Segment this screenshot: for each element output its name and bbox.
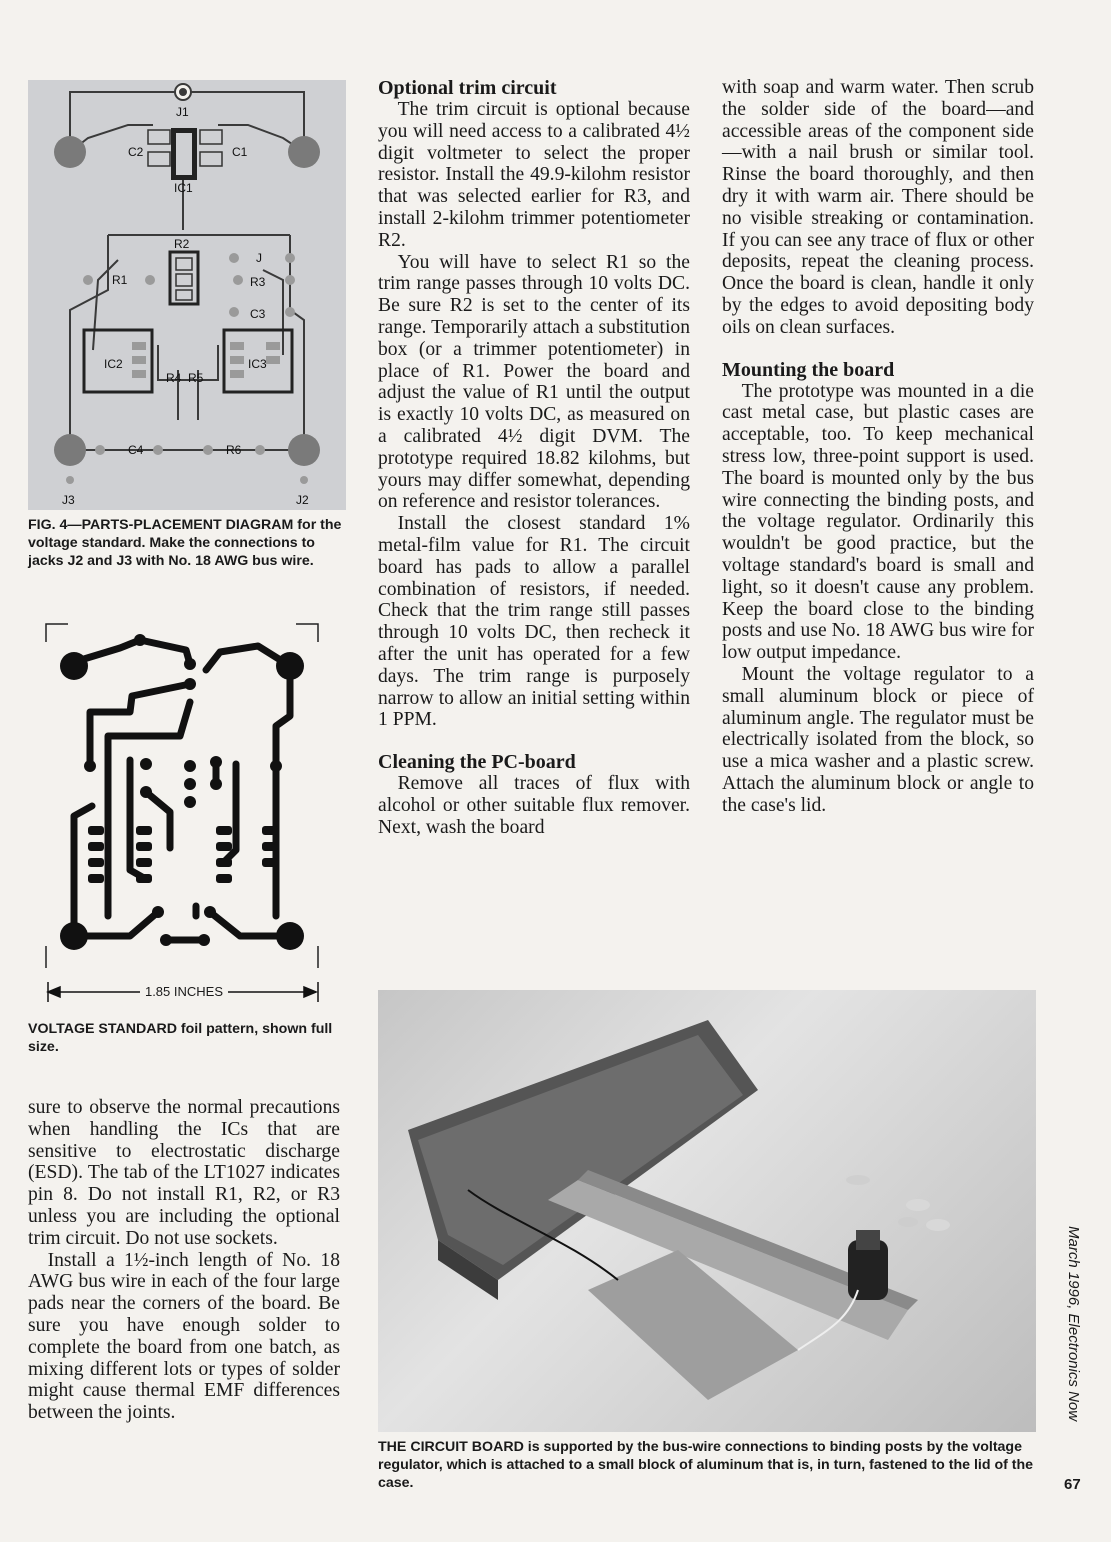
col3-paragraph-3: Mount the voltage regulator to a small aluminum block or piece of aluminum angle. The regulator must be electrically isolated from the block, so use a mica washer and a plastic screw. Attach the aluminum block or angle to the case's lid. bbox=[722, 663, 1034, 816]
col2-paragraph-3: Install the closest standard 1% metal-film value for R1. The circuit board has pads to allow a parallel combination of resistors, if needed. Check that the trim range still passes through 10 volts DC, then recheck it after the unit has operated for a few days. The trim range is purposely narrow to allow an initial setting within 1 PPM. bbox=[378, 513, 690, 731]
label-ic3: IC3 bbox=[248, 357, 267, 371]
col2-paragraph-4: Remove all traces of flux with alcohol or other suitable flux remover. Next, wash the board bbox=[378, 773, 690, 838]
col2-paragraph-1: The trim circuit is optional because you will need access to a calibrated 4½ digit voltmeter to select the proper resistor. Install the 49.9-kilohm resistor that was selected earlier for R3, and install 2-kilohm trimmer potentiometer R2. bbox=[378, 99, 690, 251]
foil-pattern-figure bbox=[40, 616, 336, 1008]
screw bbox=[906, 1199, 930, 1211]
col1-paragraph-1: sure to observe the normal precautions when handling the ICs that are sensitive to electrostatic discharge (ESD). The tab of the LT1027 indicates pin 8. Do not install R1, R2, or R3 unless you are including the optional trim circuit. Do not use sockets. bbox=[28, 1097, 340, 1249]
label-j1: J1 bbox=[176, 105, 189, 119]
heading-optional-trim-circuit: Optional trim circuit bbox=[378, 77, 557, 99]
photo-caption bbox=[378, 1438, 1040, 1492]
col2-paragraph-2: You will have to select R1 so the trim range passes through 10 volts DC. Be sure R2 is set to the center of its range. Temporarily attach a substitution box (or a trimmer potentiometer) in place of R1. Power the board and adjust the value of R1 until the output is exactly 10 volts DC, as measured on a calibrated 4½ digit DVM. The prototype required 18.82 kilohms, but yours may differ somewhat, depending on reference and resistor tolerances. bbox=[378, 251, 690, 513]
page-number: 67 bbox=[1064, 1476, 1081, 1493]
column-3 bbox=[722, 77, 1034, 817]
r2-body bbox=[170, 252, 198, 304]
screw bbox=[926, 1219, 950, 1231]
figure4-caption-lead: FIG. 4—PARTS-PLACEMENT DIAGRAM bbox=[28, 517, 294, 533]
col3-paragraph-2: The prototype was mounted in a die cast metal case, but plastic cases are acceptable, too. To keep mechanical stress low, three-point support is used. The board is mounted only by the bus wire connecting the binding posts, and the voltage regulator. Ordinarily this wouldn't be good practice, but the voltage standard's board is small and light, so it doesn't cause any problem. Keep the board close to the binding posts and use No. 18 AWG bus wire for low output impedance. bbox=[722, 380, 1034, 664]
label-r2: R2 bbox=[174, 237, 190, 251]
column-1 bbox=[28, 1097, 340, 1424]
label-ic1: IC1 bbox=[174, 181, 193, 195]
label-j3: J3 bbox=[62, 493, 75, 507]
parts-placement-figure bbox=[28, 80, 346, 510]
label-c4: C4 bbox=[128, 443, 144, 457]
label-r3: R3 bbox=[250, 275, 266, 289]
label-ic2: IC2 bbox=[104, 357, 123, 371]
heading-mounting-the-board: Mounting the board bbox=[722, 358, 895, 381]
label-r5: R5 bbox=[188, 371, 204, 385]
foil-caption bbox=[28, 1020, 346, 1056]
screw bbox=[898, 1217, 918, 1227]
photo-caption-rest: is supported by the bus-wire connections to binding posts by the voltage regulator, which is attached to a small block of aluminum that is, in turn, fastened to the lid of the case. bbox=[378, 1439, 1034, 1491]
circuit-board-photo bbox=[378, 990, 1036, 1432]
foil-pattern-drawing bbox=[40, 616, 336, 1008]
dimension-label: 1.85 INCHES bbox=[144, 984, 224, 999]
parts-placement-diagram bbox=[28, 80, 346, 510]
label-r4: R4 bbox=[166, 371, 182, 385]
label-r6: R6 bbox=[226, 443, 242, 457]
label-c2: C2 bbox=[128, 145, 144, 159]
label-c1: C1 bbox=[232, 145, 248, 159]
foil-caption-rest: shown full size. bbox=[28, 1021, 333, 1055]
label-r1: R1 bbox=[112, 273, 128, 287]
issue-side-label: March 1996, Electronics Now bbox=[1065, 1226, 1082, 1422]
foil-caption-lead: VOLTAGE STANDARD foil pattern, bbox=[28, 1021, 259, 1037]
screw bbox=[846, 1175, 870, 1185]
label-j2: J2 bbox=[296, 493, 309, 507]
col1-paragraph-2: Install a 1½-inch length of No. 18 AWG bus wire in each of the four large pads near the corners of the board. Be sure you have enough solder to complete the board from one batch, as mixing different lots or types of solder might cause thermal EMF differences between the joints. bbox=[28, 1249, 340, 1424]
figure4-caption bbox=[28, 516, 346, 570]
col3-paragraph-1: with soap and warm water. Then scrub the solder side of the board—and accessible areas of the component side—with a nail brush or similar tool. Rinse the board thoroughly, and then dry it with warm air. There should be no visible streaking or contamination. If you can see any trace of flux or other deposits, repeat the cleaning process. Once the board is clean, handle it only by the edges to avoid depositing body oils on clean surfaces. bbox=[722, 77, 1034, 338]
figure4-caption-rest: for the voltage standard. Make the connections to jacks J2 and J3 with No. 18 AWG bus wire. bbox=[28, 517, 342, 569]
heading-cleaning-pc-board: Cleaning the PC-board bbox=[378, 751, 576, 774]
label-c3: C3 bbox=[250, 307, 266, 321]
photo-illustration bbox=[378, 990, 1036, 1432]
column-2 bbox=[378, 77, 690, 839]
label-j: J bbox=[256, 251, 262, 265]
photo-caption-lead: THE CIRCUIT BOARD bbox=[378, 1439, 524, 1455]
